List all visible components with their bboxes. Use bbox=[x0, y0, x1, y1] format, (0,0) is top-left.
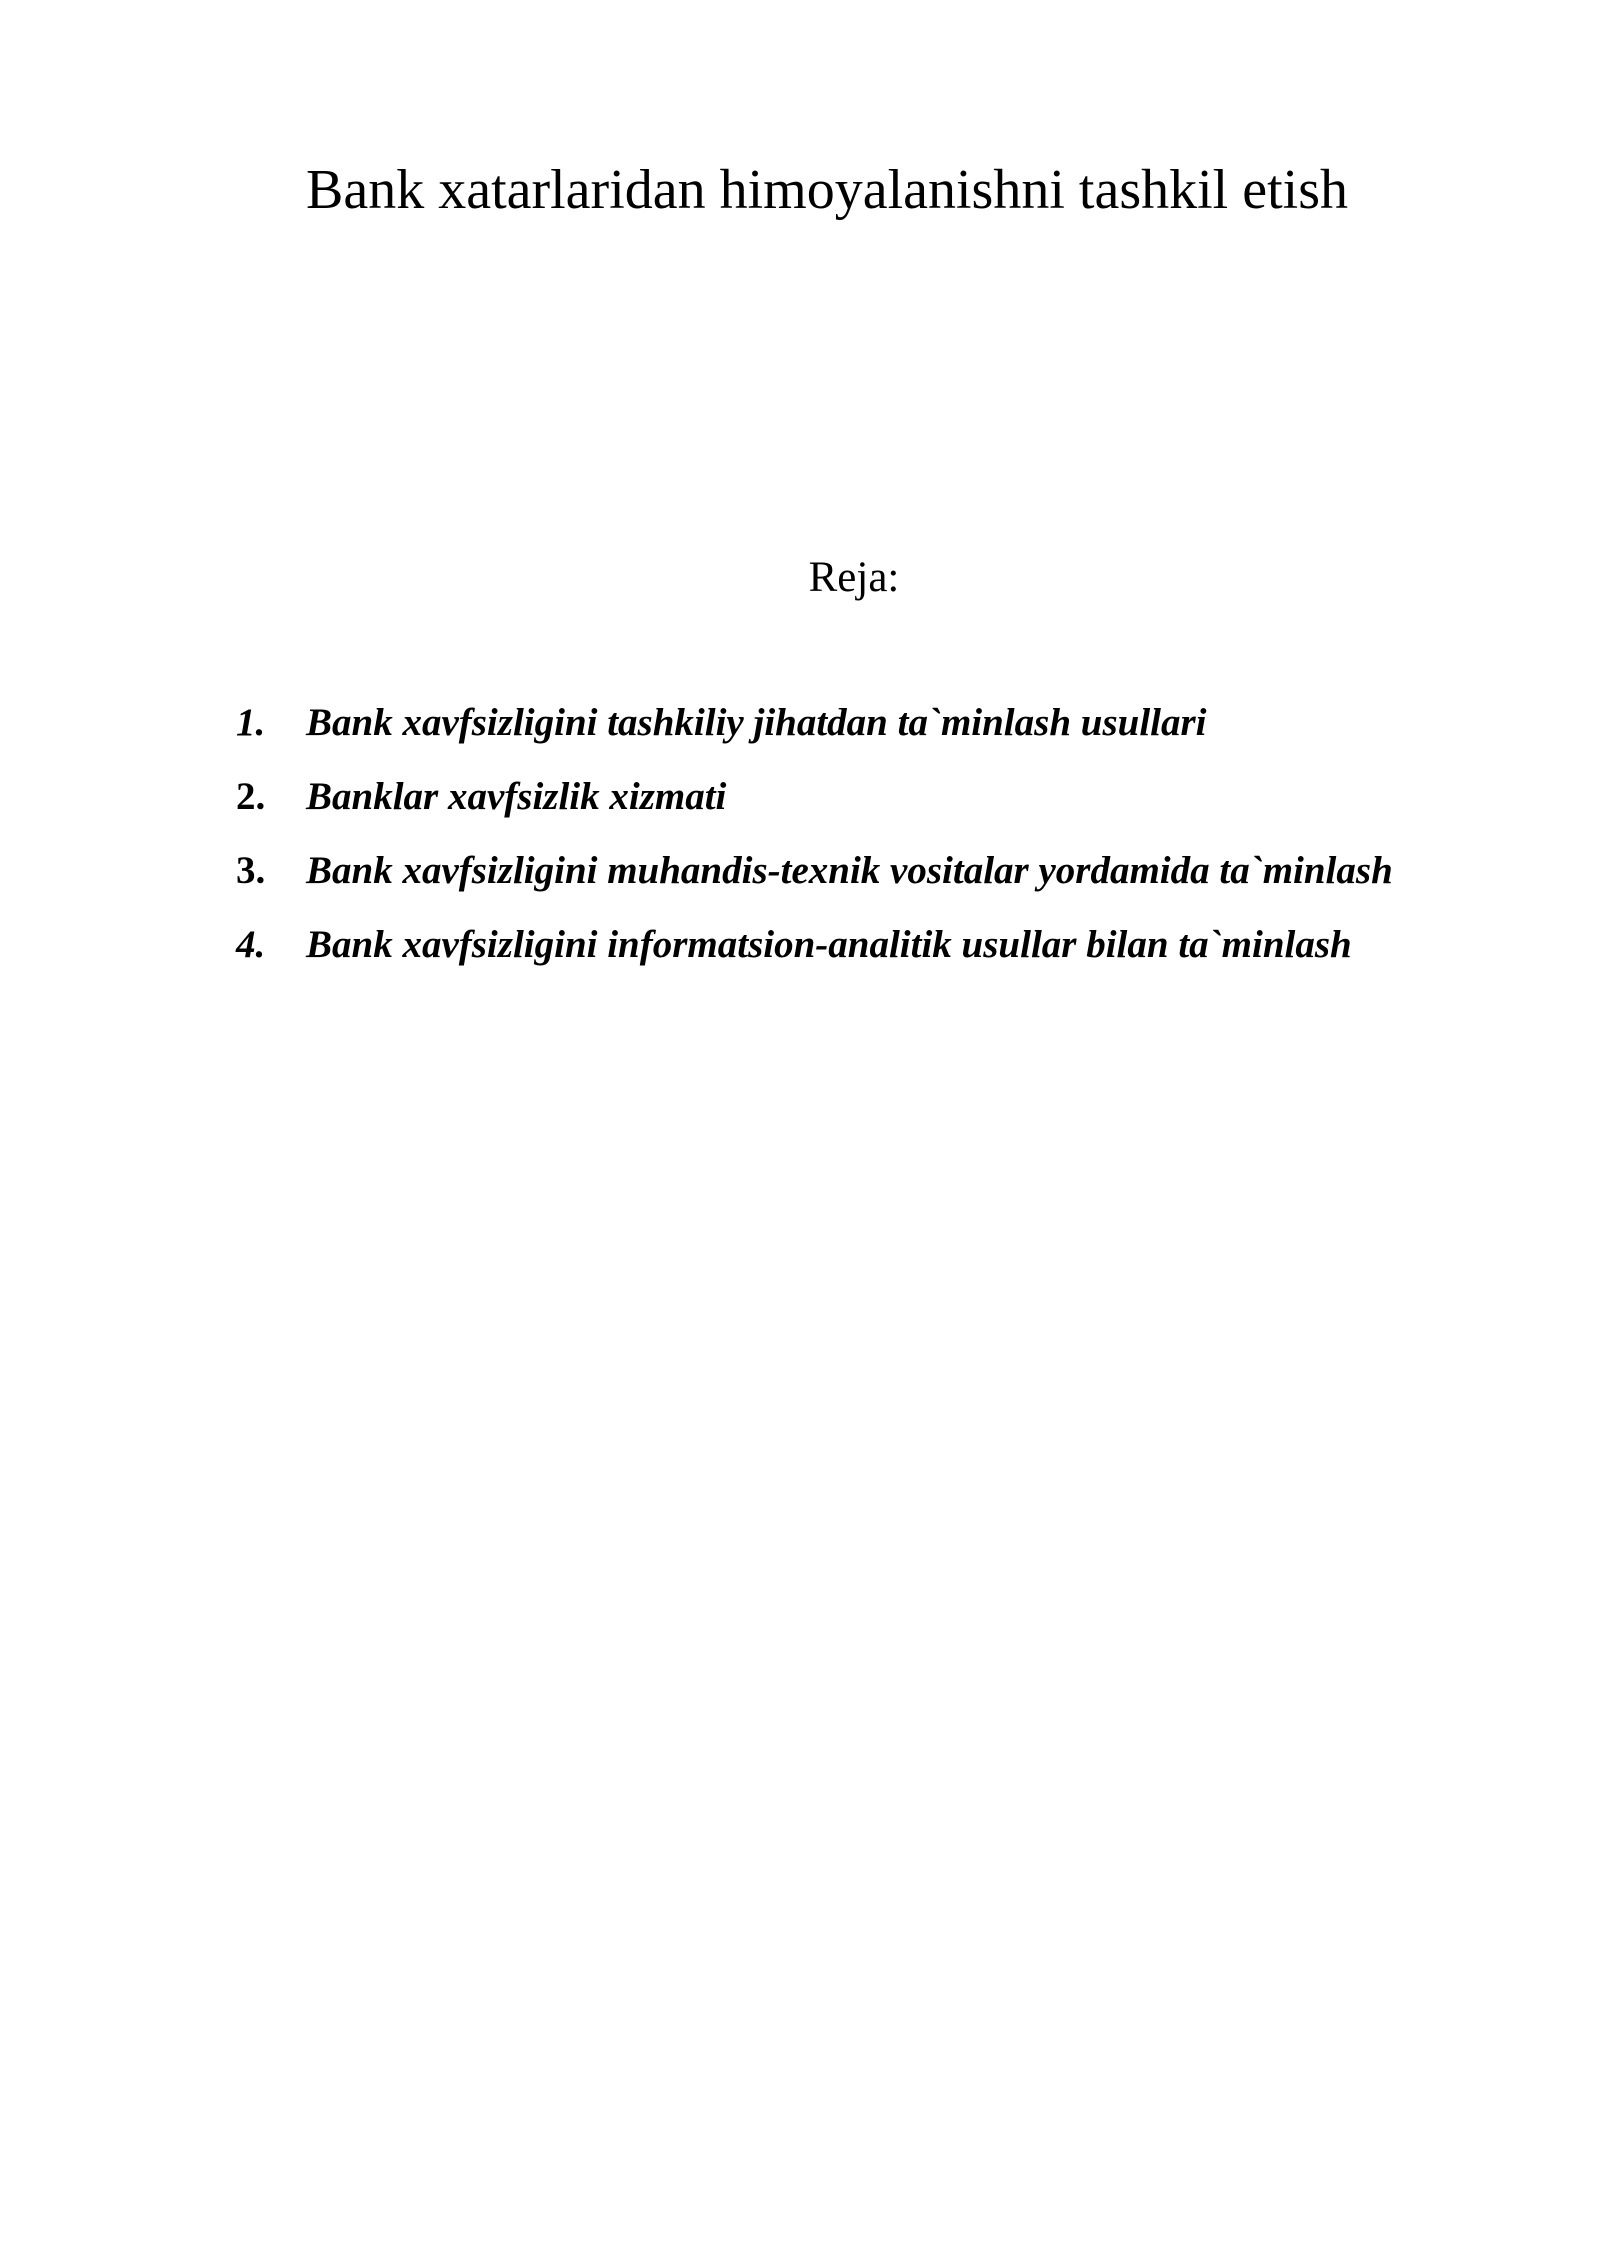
plan-item-1 bbox=[236, 686, 1536, 760]
plan-item-number: 3. bbox=[236, 849, 266, 892]
plan-item-number: 1. bbox=[236, 701, 266, 744]
plan-heading: Reja: bbox=[808, 554, 900, 601]
plan-item-text: Banklar xavfsizlik xizmati bbox=[306, 775, 727, 818]
plan-item-number: 4. bbox=[236, 923, 266, 966]
plan-item-2 bbox=[236, 760, 1536, 834]
document-title: Bank xatarlaridan himoyalanishni tashkil etish bbox=[306, 159, 1348, 221]
plan-item-text: Bank xavfsizligini tashkiliy jihatdan ta`minlash usullari bbox=[306, 701, 1207, 744]
plan-item-text: Bank xavfsizligini muhandis-texnik vositalar yordamida ta`minlash bbox=[306, 849, 1393, 892]
plan-item-number: 2. bbox=[236, 775, 266, 818]
plan-item-3 bbox=[236, 834, 1536, 908]
plan-list bbox=[236, 686, 1536, 982]
plan-item-4 bbox=[236, 908, 1536, 982]
plan-item-text: Bank xavfsizligini informatsion-analitik usullar bilan ta`minlash bbox=[306, 923, 1352, 966]
